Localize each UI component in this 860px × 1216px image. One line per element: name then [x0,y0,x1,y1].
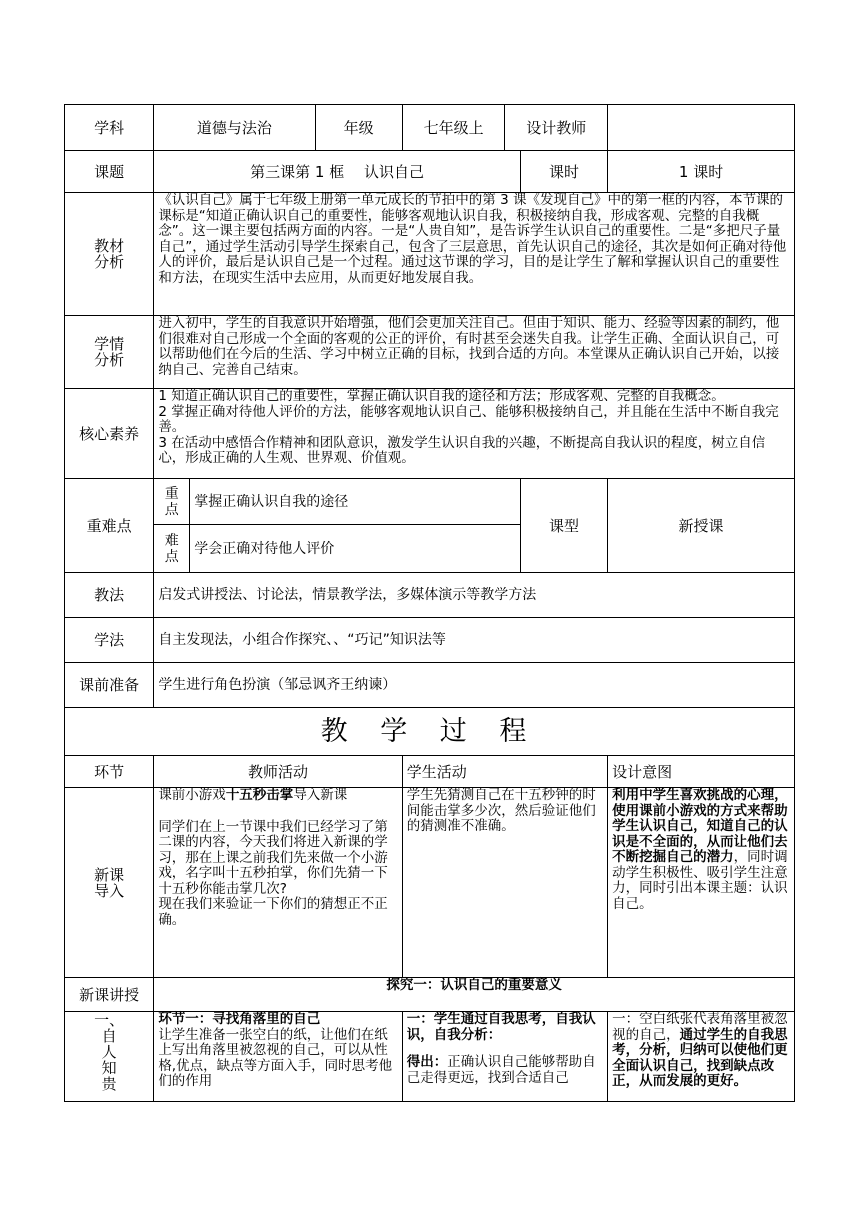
intro-stage-line1: 新课 [94,865,125,884]
material-label-line1: 教材 [94,237,125,255]
inquiry-title: 探究一：认识自己的重要意义 [154,978,795,1012]
intro-design [608,788,795,978]
keypoints-label: 重难点 [65,479,154,573]
process-header-row [65,756,795,788]
grade-value: 七年级上 [402,105,505,151]
core-label: 核心素养 [65,389,154,479]
hard-label: 难点 [154,525,190,573]
lesson-type-label: 课型 [520,479,607,573]
part1-stage-line5: 贵 [101,1075,117,1093]
part1-design [608,1012,795,1102]
header-row [65,105,795,151]
part1-stage-line2: 自 [101,1027,117,1045]
topic-row [65,151,795,193]
prep-text: 学生进行角色扮演（邹忌讽齐王纳谏） [154,663,795,708]
study-label: 学法 [65,618,154,663]
part1-stage-line1: 一、 [94,1011,125,1029]
lesson-plan-table [64,104,795,1102]
student-header: 学生活动 [402,756,607,788]
subject-value: 道德与法治 [154,105,315,151]
intro-design-post: ，同时调动学生积极性、吸引学生注意力，同时引出本课主题：认识自己。 [612,849,788,912]
intro-teacher-p2: 同学们在上一节课中我们已经学习了第二课的内容，今天我们将进入新课的学习，那在上课之前我们先来做一个小游戏，名字叫十五秒拍掌，你们先猜一下十五秒你能击掌几次? [158,818,388,897]
lecture-row [65,978,795,1012]
learner-label-line1: 学情 [94,335,125,353]
material-label [65,193,154,316]
part1-stage-line4: 知 [101,1059,117,1077]
core-item-3: 3 在活动中感悟合作精神和团队意识，激发学生认识自我的兴趣，不断提高自我认识的程度，树立自信心，形成正确的人生观、世界观、价值观。 [158,434,766,466]
hours-label: 课时 [520,151,607,193]
lesson-plan-document [64,104,795,1112]
method-row [65,573,795,618]
keypoint-row [65,479,795,525]
part1-stage-line3: 人 [101,1043,117,1061]
method-label: 教法 [65,573,154,618]
topic-value: 第三课第 1 框 认识自己 [154,151,521,193]
part1-stage [65,1012,154,1102]
lesson-type-value: 新授课 [608,479,795,573]
intro-student: 学生先猜测自己在十五秒钟的时间能击掌多少次，然后验证他们的猜测准不准确。 [402,788,607,978]
part1-student [402,1012,607,1102]
part1-student-get-text: 正确认识自己能够帮助自己走得更远，找到合适自己 [406,1054,596,1086]
part1-student-get-label: 得出： [406,1054,448,1070]
subject-label: 学科 [65,105,154,151]
intro-teacher [154,788,402,978]
intro-teacher-pre: 课前小游戏 [158,787,226,803]
hard-text: 学会正确对待他人评价 [190,525,521,573]
intro-teacher-post: 导入新课 [293,787,348,803]
learner-label-line2: 分析 [94,351,125,369]
key-text: 掌握正确认识自我的途径 [190,479,521,525]
lecture-label: 新课讲授 [65,978,154,1012]
core-text [154,389,795,479]
intro-design-bold: 利用中学生喜欢挑战的心理，使用课前小游戏的方式来帮助学生认识自己，知道自己的认识是不全面的，从而让他们去不断挖掘自己的潜力 [612,787,788,865]
part1-teacher-text: 让学生准备一张空白的纸，让他们在纸上写出角落里被忽视的自己，可以从性格,优点，缺点等方面入手，同时思考他们的作用 [158,1026,393,1089]
intro-row [65,788,795,978]
core-item-2: 2 掌握正确对待他人评价的方法，能够客观地认识自己、能够积极接纳自己，并且能在生活中不断自我完善。 [158,403,779,435]
intro-teacher-p3: 现在我们来验证一下你们的猜想正不正确。 [158,896,388,928]
grade-label: 年级 [315,105,402,151]
part1-design-bold: 通过学生的自我思考，分析，归纳可以使他们更全面认识自己，找到缺点改正，从而发展的更好。 [612,1026,788,1089]
hours-value: 1 课时 [608,151,795,193]
study-text: 自主发现法，小组合作探究、、“巧记”知识法等 [154,618,795,663]
designer-value [608,105,795,151]
prep-label: 课前准备 [65,663,154,708]
process-title: 教 学 过 程 [65,708,795,756]
core-row [65,389,795,479]
stage-header: 环节 [65,756,154,788]
design-header: 设计意图 [608,756,795,788]
learner-label [65,316,154,389]
part1-teacher-title: 环节一：寻找角落里的自己 [158,1011,321,1027]
learner-row [65,316,795,389]
intro-stage-line2: 导入 [94,881,125,900]
material-label-line2: 分析 [94,253,125,271]
method-text: 启发式讲授法、讨论法，情景教学法，多媒体演示等教学方法 [154,573,795,618]
intro-teacher-bold: 十五秒击掌 [225,787,294,803]
part1-teacher [154,1012,402,1102]
study-row [65,618,795,663]
material-text: 《认识自己》属于七年级上册第一单元成长的节拍中的第 3 课《发现自己》中的第一框的内容，本节课的课标是“知道正确认识自己的重要性，能够客观地认识自我，积极接纳自我，形成客观、完整的自我概念”。这一课主要包括两方面的内容。一是“人贵自知”，是告诉学生认识自己的重要性。二是“多把尺子量自己”，通过学生活动引导学生探索自己，包含了三层意思，首先认识自己的途径，其次是如何正确对待他人的评价，最后是认识自己是一个过程。通过这节课的学习，目的是让学生了解和掌握认识自己的重要性和方法，在现实生活中去应用，从而更好地发展自我。 [154,193,795,316]
intro-stage [65,788,154,978]
part1-row [65,1012,795,1102]
prep-row [65,663,795,708]
learner-text: 进入初中，学生的自我意识开始增强，他们会更加关注自己。但由于知识、能力、经验等因素的制约，他们很难对自己形成一个全面的客观的公正的评价，有时甚至会迷失自我。让学生正确、全面认识自己，可以帮助他们在今后的生活、学习中树立正确的目标，找到合适的方向。本堂课从正确认识自己开始，以接纳自己、完善自己结束。 [154,316,795,389]
topic-label: 课题 [65,151,154,193]
teacher-header: 教师活动 [154,756,402,788]
material-row [65,193,795,316]
designer-label: 设计教师 [505,105,608,151]
key-label: 重点 [154,479,190,525]
part1-student-title: 一：学生通过自我思考，自我认识，自我分析： [406,1011,596,1043]
process-title-row [65,708,795,756]
core-item-1: 1 知道正确认识自己的重要性，掌握正确认识自我的途径和方法；形成客观、完整的自我概念。 [158,388,725,404]
part1-design-pre: 一：空白纸张代表角落里被忽视的自己， [612,1011,788,1043]
